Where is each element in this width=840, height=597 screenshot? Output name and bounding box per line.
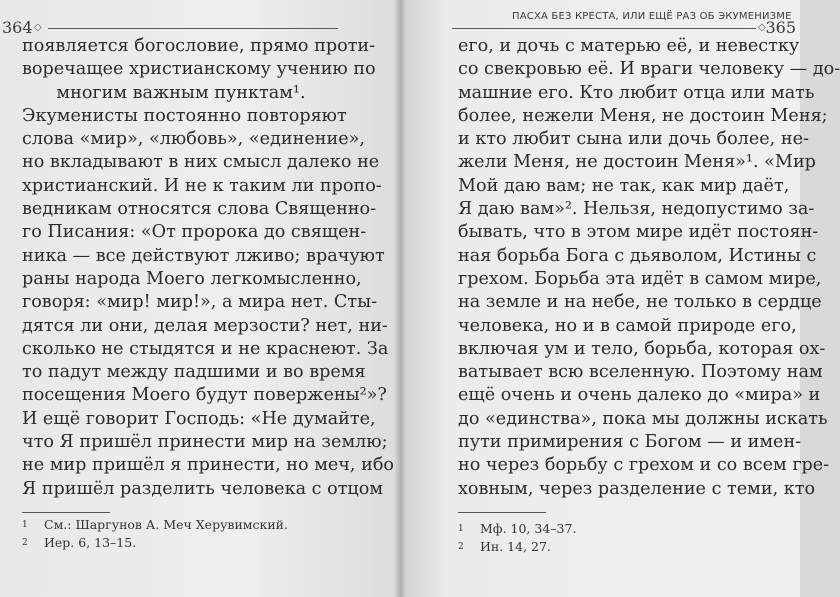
text-line: более, нежели Меня, не достоин Меня; — [458, 105, 828, 126]
text-line: раны народа Моего легкомысленно, — [22, 268, 362, 289]
footnote-rule — [22, 512, 110, 513]
text-line: но через борьбу с грехом и со всем гре- — [458, 455, 830, 476]
diamond-ornament-icon: ◇ — [758, 22, 766, 33]
text-line: Мой даю вам; не так, как мир даёт, — [458, 175, 790, 196]
text-line: христианский. И не к таким ли пропо- — [22, 175, 382, 196]
text-line: ховным, через разделение с теми, кто — [458, 478, 816, 499]
text-line: слова «мир», «любовь», «единение», — [22, 129, 365, 150]
text-line: сколько не стыдятся и не краснеют. За — [22, 338, 389, 359]
page-number: 365 — [765, 18, 796, 37]
text-line: воречащее христианскому учению по — [22, 59, 376, 80]
book-gutter — [394, 0, 406, 597]
footnote — [458, 520, 576, 538]
text-line: дятся ли они, делая мерзости? нет, ни- — [22, 315, 388, 336]
header-rule — [452, 28, 756, 29]
text-line: ватывает всю вселенную. Поэтому нам — [458, 362, 823, 383]
text-line: Я пришёл разделить человека с отцом — [22, 478, 384, 499]
footnotes — [458, 520, 576, 556]
text-line: ника — все действуют лживо; врачуют — [22, 245, 385, 266]
text-line: машние его. Кто любит отца или мать — [458, 82, 815, 103]
page-number: 364 — [2, 18, 33, 37]
footnote-text: См.: Шаргунов А. Меч Херувимский. — [44, 517, 288, 532]
text-line: многим важным пунктам¹. — [56, 82, 306, 103]
header-rule — [48, 28, 338, 29]
footnote-text: Иер. 6, 13–15. — [44, 535, 137, 550]
body-text — [22, 35, 395, 501]
body-text — [458, 35, 840, 501]
text-line: его, и дочь с матерью её, и невестку — [458, 36, 800, 56]
text-line: то падут между падшими и во время — [22, 362, 366, 383]
text-line: появляется богословие, прямо проти- — [22, 36, 376, 56]
left-page — [0, 0, 400, 597]
footnote-mark: 2 — [22, 538, 28, 548]
text-line: бывать, что в этом мире идёт постоян- — [458, 222, 819, 243]
footnote — [458, 538, 576, 556]
text-line: на земле и на небе, не только в сердце — [458, 292, 822, 313]
running-head: ПАСХА БЕЗ КРЕСТА, ИЛИ ЕЩЁ РАЗ ОБ ЭКУМЕНИЗМЕ — [512, 11, 792, 22]
footnote — [22, 516, 288, 534]
footnote — [22, 534, 288, 552]
footnotes — [22, 516, 288, 552]
text-line: грехом. Борьба эта идёт в самом мире, — [458, 268, 822, 289]
text-line: Я даю вам»². Нельзя, недопустимо за- — [458, 199, 815, 220]
text-line: го Писания: «От пророка до священ- — [22, 222, 367, 243]
text-line: ведникам относятся слова Священно- — [22, 199, 377, 220]
text-line: говоря: «мир! мир!», а мира нет. Сты- — [22, 292, 378, 313]
footnote-mark: 1 — [458, 524, 464, 534]
text-line: жели Меня, не достоин Меня»¹. «Мир — [458, 152, 816, 173]
footnote-mark: 2 — [458, 542, 464, 552]
text-line: пути примирения с Богом — и имен- — [458, 432, 802, 453]
diamond-ornament-icon: ◇ — [34, 22, 42, 33]
footnote-rule — [458, 512, 546, 513]
text-line: до «единства», пока мы должны искать — [458, 408, 828, 429]
footnote-mark: 1 — [22, 520, 28, 530]
text-line: И ещё говорит Господь: «Не думайте, — [22, 408, 376, 429]
footnote-text: Ин. 14, 27. — [480, 539, 551, 554]
text-line: ещё очень и очень далеко до «мира» и — [458, 385, 821, 406]
text-line: и кто любит сына или дочь более, не- — [458, 129, 809, 150]
footnote-text: Мф. 10, 34–37. — [480, 521, 577, 536]
text-line: со свекровью её. И враги человеку — до- — [458, 59, 840, 80]
right-page — [400, 0, 840, 597]
text-line: ная борьба Бога с дьяволом, Истины с — [458, 245, 817, 266]
text-line: включая ум и тело, борьба, которая ох- — [458, 338, 826, 359]
text-line: посещения Моего будут повержены²»? — [22, 385, 387, 406]
text-line: что Я пришёл принести мир на землю; — [22, 432, 388, 453]
text-line: человека, но и в самой природе его, — [458, 315, 797, 336]
text-line: не мир пришёл я принести, но меч, ибо — [22, 455, 395, 476]
text-line: Экуменисты постоянно повторяют — [22, 105, 347, 126]
text-line: но вкладывают в них смысл далеко не — [22, 152, 380, 173]
